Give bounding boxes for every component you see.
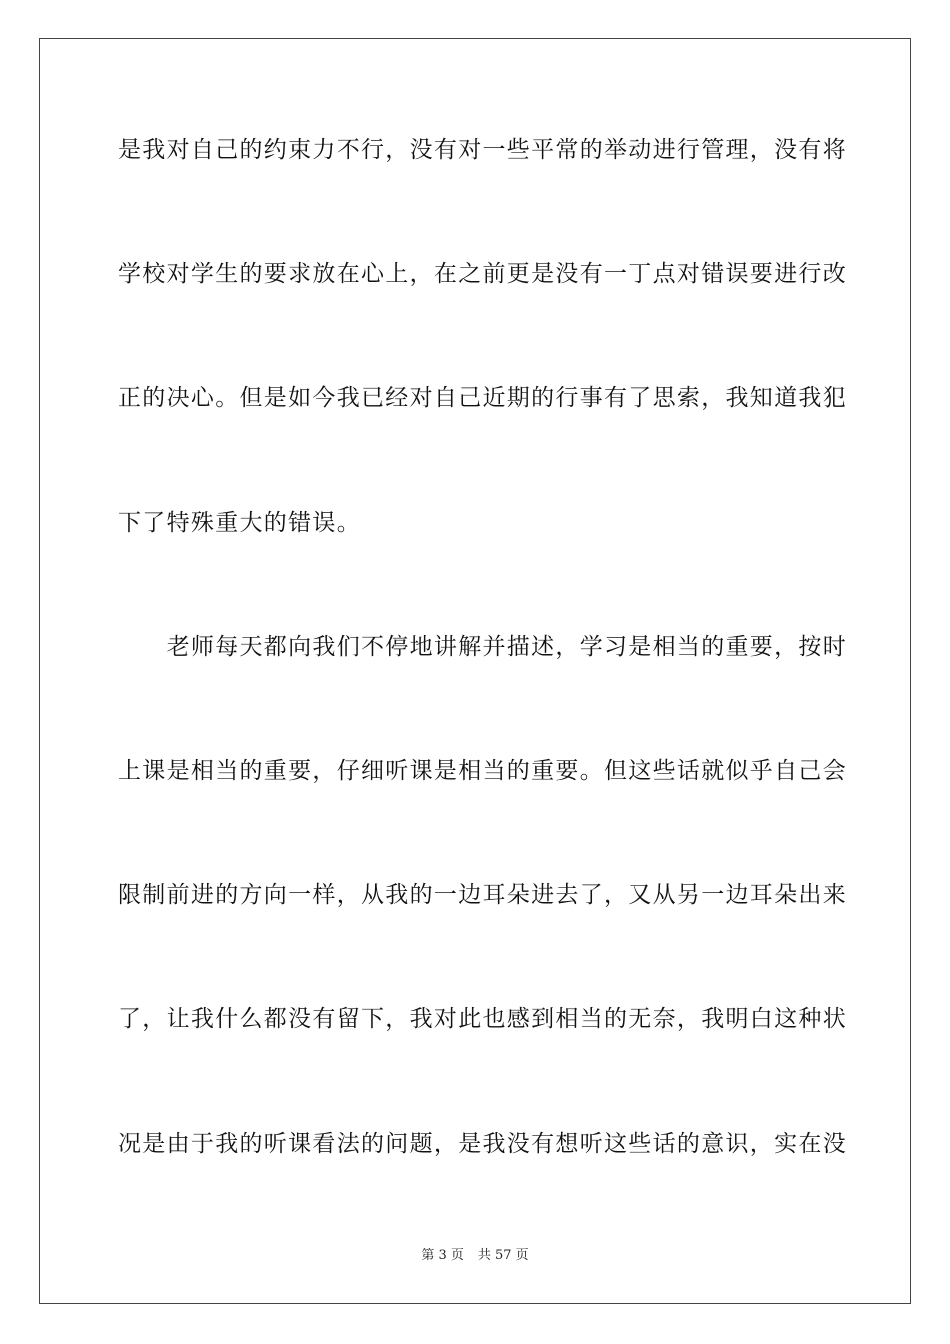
total-pages: 共 57 页 [477,1248,529,1263]
page-number: 第 3 页 [421,1248,464,1263]
text-line: 上课是相当的重要，仔细听课是相当的重要。但这些话就似乎自己会 [118,758,847,784]
text-line: 老师每天都向我们不停地讲解并描述，学习是相当的重要，按时 [118,634,847,660]
text-line: 正的决心。但是如今我已经对自己近期的行事有了思索，我知道我犯 [118,385,847,411]
text-line: 了，让我什么都没有留下，我对此也感到相当的无奈，我明白这种状 [118,1006,847,1032]
page-footer [0,1247,950,1265]
text-line: 下了特殊重大的错误。 [118,510,361,536]
text-line: 况是由于我的听课看法的问题，是我没有想听这些话的意识，实在没 [118,1131,847,1157]
text-line: 是我对自己的约束力不行，没有对一些平常的举动进行管理，没有将 [118,137,847,163]
page-frame [39,38,911,1304]
text-line: 限制前进的方向一样，从我的一边耳朵进去了，又从另一边耳朵出来 [118,882,847,908]
text-line: 学校对学生的要求放在心上，在之前更是没有一丁点对错误要进行改 [118,261,847,287]
